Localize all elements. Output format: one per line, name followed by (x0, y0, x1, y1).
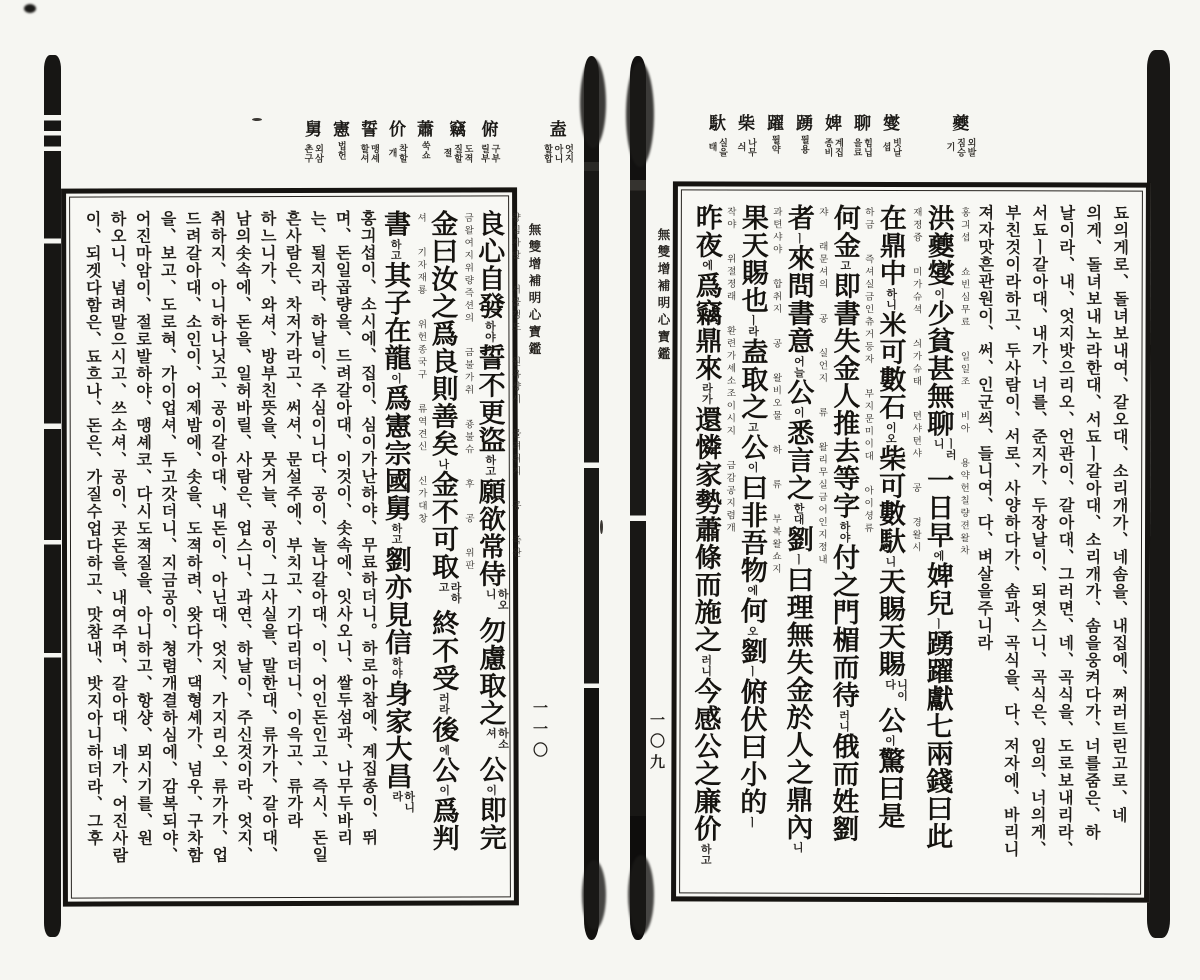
hangul-particle: ㅣ러니 (932, 438, 957, 461)
hangul-particle: 이 (484, 783, 497, 795)
header-hangul-gloss: 힘닙을료 (852, 137, 873, 157)
hanja-run: 劉亦見信 (380, 545, 412, 656)
scan-speck (24, 4, 36, 13)
text-column-hanja (921, 204, 971, 885)
gutter-shadow-left (584, 56, 599, 940)
left-page-frame (61, 187, 519, 906)
hanja-run: 柴可數馱 (874, 444, 906, 555)
gutter-shadow-right (630, 56, 646, 940)
hanja-run: 即完 (475, 795, 506, 852)
hanja-text (735, 204, 769, 885)
right-page-number: 一〇九 (648, 712, 664, 775)
right-page-frame-inner (679, 189, 1143, 894)
text-column-hanja (827, 204, 875, 885)
text-column-hangul: 어진마암이、절로발하야、맹셰코、다시도젹질을、아니하고、항샹、뫼시기를、원 (133, 210, 152, 847)
header-hangul-gloss: 뛸약 (770, 135, 781, 154)
hanja-run: 公 (783, 378, 814, 406)
hanja-run: 其子在龍 (380, 261, 411, 372)
scan-speck (252, 118, 262, 121)
hanja-run: 曰理無失金於人之鼎內 (782, 565, 813, 841)
header-gloss-unit (543, 121, 575, 170)
text-column-hangul: 서됴ㅣ갈아대、내가、너를、준지가、두장날이、되엿스니、곡식은、임의、너의게、 (1028, 204, 1047, 858)
hanja-text (827, 204, 861, 885)
text-column-hangul: 드려갈아대、소인이、어제밤에、솟을、도젹하려、왓다가、댁형셰가、넘우、구차함 (183, 210, 202, 864)
header-gloss-unit (735, 115, 758, 164)
hangul-particle: 하오니 (484, 588, 509, 611)
header-gloss-unit (880, 115, 903, 164)
header-gloss-unit (851, 115, 874, 164)
hanja-run: 昨夜 (691, 203, 722, 259)
hanja-run: 身家大昌 (381, 679, 412, 790)
right-page-columns (680, 190, 1142, 893)
header-hanja: 舅 (305, 120, 322, 139)
text-column-hangul: 며、돈일곱량을、드려갈아대、이것이、솟속에、잇사오니、쌀두섬과、나무두바리 (333, 209, 352, 847)
hangul-particle: 이 (437, 784, 450, 796)
hangul-particle: 고 (746, 421, 759, 433)
hangul-particle: 하고 (699, 842, 712, 865)
pronunciation-gloss: 셔 기자재룡 위헌종국구 류역견신 신가대창 (415, 212, 426, 526)
hanja-run: 果天賜也 (737, 203, 768, 314)
text-column-hanja (873, 204, 923, 885)
hanja-run: 何 (736, 596, 767, 625)
header-hangul-gloss: 엇지아니할합 (543, 143, 574, 163)
text-column-hanja (735, 204, 783, 885)
pronunciation-gloss: 쟈 래문셔의 공 실언지 류 왈리무실금어인지졍내 (815, 206, 827, 567)
hanja-run: 願欲常侍 (474, 477, 506, 588)
hangul-particle: 이 (932, 287, 945, 299)
header-gloss-unit (302, 121, 325, 170)
hangul-particle: 하고 (389, 238, 402, 261)
hanja-text (781, 204, 815, 885)
hangul-particle: 하야 (390, 656, 403, 679)
left-page-frame-inner (69, 195, 521, 898)
hanja-text (426, 210, 462, 889)
header-hangul-gloss: 구부릴부 (480, 143, 501, 163)
hangul-particle: 니 (883, 555, 896, 567)
text-column-hangul: 부친것이라하고、두사람이、서로、사양하다가、솜과、곡식을、다、저자에、바리니 (1001, 204, 1020, 858)
header-hanja: 蕭 (417, 120, 434, 139)
text-column-hanja (426, 210, 475, 889)
hanja-run: 良心自發 (474, 209, 505, 320)
header-gloss-unit (442, 121, 474, 170)
hangul-particle: 하고 (483, 454, 496, 477)
header-hangul-gloss: 뛸용 (799, 135, 810, 154)
header-hanja: 价 (389, 120, 406, 139)
hangul-particle: 이 (389, 372, 402, 384)
hanja-run: 今感公之廉价 (690, 676, 721, 843)
hanja-run: 勿慮取之 (475, 616, 506, 727)
pronunciation-gloss: 과텬샤야 합취지 공 왈비오물 하 류 부복왈쇼지 (769, 206, 781, 577)
hanja-text (921, 204, 957, 885)
text-column-hangul: 는、될지라、하날이、주심이니다、공이、놀나갈아대、이、어인돈인고、즉시、돈일 (308, 209, 327, 864)
header-hangul-gloss: 빗날셥 (881, 137, 902, 157)
header-gloss-unit (793, 115, 816, 159)
hangul-particle: ㅣ (791, 553, 804, 565)
hangul-particle: 니 (791, 841, 804, 853)
hangul-particle: 오 (745, 625, 758, 637)
hanja-run: 爲憲宗國舅 (380, 384, 411, 522)
text-column-hangul: 취하지、아니하나닛고、공이갈아대、내돈이、아닌대、엇지、가지리오、류가가、업 (208, 210, 227, 864)
hanja-run: 俄而姓劉 (828, 732, 859, 843)
hangul-particle: 나 (436, 458, 449, 470)
header-gloss-unit (706, 115, 729, 164)
hangul-particle: 에 (745, 584, 758, 596)
hangul-particle: ㅣ (931, 617, 944, 629)
header-hanja: 婢 (825, 114, 842, 133)
hanja-text (473, 209, 509, 888)
hanja-run: 者 (783, 203, 814, 232)
header-hanja: 俯 (481, 120, 499, 139)
hangul-particle: 이 (883, 734, 896, 746)
hanja-run: 天賜天賜 (874, 567, 905, 678)
left-page-number: 一一〇 (531, 700, 547, 763)
hanja-run: 洪夔燮 (923, 204, 954, 287)
hanja-text (379, 210, 415, 889)
header-hangul-gloss: 법헌 (336, 141, 347, 160)
hanja-text (873, 204, 909, 885)
header-gloss-unit (386, 121, 409, 170)
left-page-columns (70, 196, 531, 897)
scan-edge-band-left (44, 55, 61, 937)
text-column-hangul: 이、되겟다함은、됴흐나、돈은、가질수업다하고、맛참내、밧지아니하더라、그후 (83, 210, 102, 847)
hangul-particle: 이 (792, 406, 805, 418)
hanja-run: 即書失金人推去等字 (829, 271, 860, 520)
header-hangul-gloss: 쑥쇼 (420, 141, 431, 160)
header-gloss-unit (945, 115, 977, 164)
header-hanja: 柴 (738, 114, 755, 133)
scan-speck (580, 58, 606, 148)
hanja-run: 驚曰是 (874, 746, 905, 830)
hanja-run: 爲竊鼎來 (691, 271, 722, 382)
hanja-run: 劉 (782, 525, 814, 553)
left-page-header (302, 121, 574, 170)
hangul-particle: 어늘 (792, 355, 805, 378)
scan-speck (628, 855, 654, 935)
left-page-spine-title: 無雙增補明心寶鑑 (527, 223, 541, 359)
hanja-run: 公 (428, 756, 459, 784)
header-gloss-unit (479, 121, 502, 170)
text-column-hangul: 하오니、념려말으시고、쓰소셔、공이、곳돈을、내여주며、갈아대、네가、어진사람 (108, 210, 127, 865)
hanja-run: 後 (428, 715, 459, 744)
pronunciation-gloss: 홍긔셥 쇼빈심무료 일일조 비아 용약헌칠량젼왈차 (957, 207, 969, 558)
hanja-run: 何金 (829, 203, 860, 259)
header-hanja: 夔 (952, 114, 970, 133)
header-hanja: 聊 (854, 114, 871, 133)
hangul-particle: 러니 (837, 709, 850, 732)
header-hangul-gloss: 착할개 (387, 143, 408, 163)
hanja-run: 在鼎中 (875, 203, 906, 287)
text-column-hangul: 져자맛흔관원이、써、인군씌、들니여、다、벼살을주니라 (974, 204, 993, 652)
hanja-run: 米可數石 (875, 310, 906, 421)
text-column-hangul: 날이라、내、엇지밧으리오、언관이、갈아대、그러면、네、곡식을、도로보내리라、 (1055, 204, 1074, 859)
header-hangul-gloss: 계집종비 (823, 137, 844, 157)
hanja-run: 婢兒 (922, 561, 953, 617)
hanja-run: 曰非吾物 (736, 473, 768, 584)
hanja-run: 金曰汝之爲良則善矣 (427, 209, 458, 458)
text-column-hanja (781, 204, 829, 885)
hanja-run: 書 (380, 209, 411, 238)
hanja-run: 踴躍獻七兩錢曰此 (922, 629, 953, 850)
scan-speck (626, 62, 654, 167)
right-page-frame (671, 181, 1151, 902)
text-column-hangul: 됴의게로、돌녀보내여、갈오대、소리개가、네솜을、내집에、쩌러트린고로、네 (1109, 204, 1128, 824)
hangul-particle: 하야 (837, 520, 851, 543)
header-hangul-gloss: 맹셰할셔 (359, 143, 380, 163)
text-column-hangul: 하느니가、와셔、방부친뜻을、뭇거늘、공이、그사실을、말한대、류가가、갈아대、 (258, 210, 277, 864)
pronunciation-gloss: 재졍즁 미가슈셕 싀가슈태 텬샤텬샤 공 경왈시 (909, 206, 921, 555)
hanja-run: 金不可取 (427, 470, 459, 581)
hanja-text (689, 203, 723, 884)
text-column-hanja (379, 210, 428, 889)
hangul-particle: 니이다 (883, 678, 908, 701)
hangul-particle: ㅣ라 (746, 314, 759, 337)
hanja-run: 少貧甚無聊 (923, 299, 954, 438)
hangul-particle: 한대 (792, 502, 805, 525)
hanja-run: 公 (874, 706, 905, 734)
hangul-particle: ㅣ (792, 232, 805, 244)
hanja-run: 終不受 (428, 609, 459, 692)
header-hangul-gloss: 외삼촌구 (303, 143, 324, 163)
hangul-particle: 라가 (700, 382, 713, 405)
header-hangul-gloss: 실을태 (707, 137, 728, 157)
hanja-run: 一日早 (922, 466, 954, 549)
header-hangul-gloss: 외발짐승기 (945, 137, 977, 157)
header-gloss-unit (764, 115, 787, 159)
hanja-run: 來問書意 (783, 244, 814, 355)
hanja-run: 公 (475, 755, 506, 784)
pronunciation-gloss: 하금 즉셔실금인츄거등자 부지문미이대 아이셩류 (862, 206, 873, 536)
scan-speck (600, 520, 603, 534)
header-hangul-gloss: 도젹질할졀 (442, 143, 474, 163)
header-hanja: 誓 (361, 120, 378, 139)
header-hanja: 馱 (709, 114, 726, 133)
hanja-run: 誓不更盜 (474, 343, 505, 454)
text-column-hangul: 을、보고、도로혀、가이업셔、두고갓더니、지금공이、쳥렴개결하심에、감복되야、 (158, 210, 177, 864)
text-column-hanja (689, 203, 737, 884)
header-gloss-unit (822, 115, 845, 164)
header-gloss-unit (358, 121, 381, 170)
hangul-particle: 하니 (884, 287, 897, 310)
hanja-run: 付之門楣而待 (828, 543, 859, 709)
hangul-particle: 러라 (437, 692, 450, 715)
hangul-particle: 하소셔 (484, 727, 509, 750)
header-hangul-gloss: 나무싀 (736, 137, 757, 157)
text-column-hanja (473, 209, 522, 888)
hanja-run: 劉 (736, 637, 767, 665)
scan-speck (582, 860, 606, 930)
hangul-particle: 에 (437, 744, 450, 756)
hangul-particle: 이오 (884, 421, 897, 444)
hanja-run: 悉言之 (783, 418, 814, 502)
text-column-hangul: 의게、돌녀보내노라한대、서됴ㅣ갈아대、소리개가、솜을웅켜다가、너를줌은、하 (1082, 204, 1101, 841)
hanja-run: 俯伏曰小的 (736, 677, 767, 816)
hangul-particle: 하니라 (390, 790, 415, 813)
text-column-hangul: 흔사람은、차저가라고、써셔、문설주에、부치고、기다리더니、이윽고、류가라 (283, 209, 302, 830)
hanja-run: 公 (737, 433, 768, 461)
hangul-particle: ㅣ (745, 665, 758, 677)
pronunciation-gloss: 금왈여지위량즉션의 금불가취 죵불슈 후 공 위판 (462, 212, 474, 573)
right-page-header (706, 115, 977, 164)
hangul-particle: 러니 (699, 653, 712, 676)
header-gloss-unit (414, 121, 437, 165)
text-column-hangul: 남의솟속에、돈을、일허바릴、사람은、업스니、과연、하날이、주신것이라、엇지、 (233, 210, 252, 864)
hanja-run: 盍取之 (737, 337, 768, 421)
hangul-particle: 고 (838, 259, 851, 271)
header-gloss-unit (330, 121, 353, 165)
hangul-particle: 이 (746, 461, 759, 473)
right-page-spine-title: 無雙增補明心寶鑑 (656, 228, 670, 364)
header-hanja: 躍 (767, 114, 784, 133)
hangul-particle: 하고 (389, 522, 402, 545)
pronunciation-gloss: 작야 위졀졍래 환련가셰소조이시지 금감공지렴개 (724, 206, 735, 536)
pronunciation-gloss: 량심자발 서불갱도 원욕샹시 믈려취지 공 즉완 (509, 212, 521, 560)
hanja-run: 爲判 (428, 796, 459, 852)
header-hanja: 竊 (449, 120, 467, 139)
header-hanja: 踴 (796, 114, 813, 133)
header-hanja: 燮 (883, 114, 900, 133)
header-hanja: 盍 (549, 120, 567, 139)
hangul-particle: 에 (931, 549, 944, 561)
hanja-run: 還憐家勢蕭條而施之 (690, 405, 722, 654)
hangul-particle: 하야 (483, 320, 496, 343)
header-hanja: 憲 (333, 120, 350, 139)
hangul-particle: 에 (700, 259, 713, 271)
hangul-particle: ㅣ (745, 816, 758, 828)
hangul-particle: 라하고 (437, 581, 462, 604)
text-column-hangul: 홍긔섭이、소시에、집이、심이가난하야、무료하더니。하로아참에、계집종이、뛰 (358, 209, 377, 847)
